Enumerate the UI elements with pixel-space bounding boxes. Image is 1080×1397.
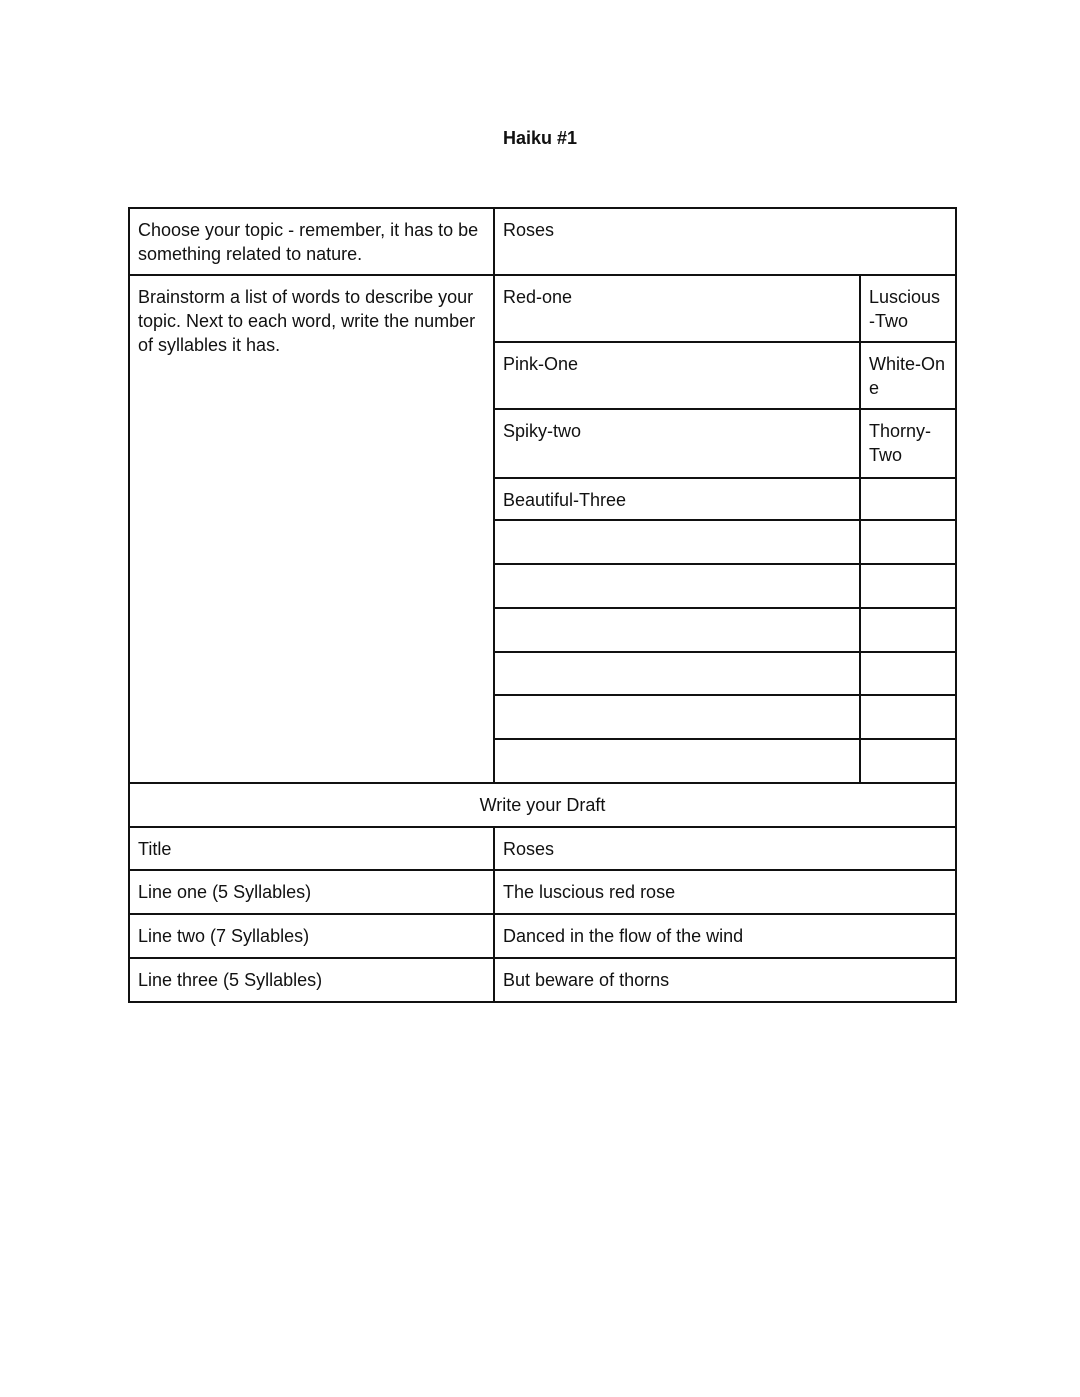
page-title: Haiku #1	[502, 128, 578, 148]
draft-row	[129, 958, 956, 1002]
topic-row	[129, 208, 956, 275]
draft-label: Line two (7 Syllables)	[129, 914, 494, 958]
draft-label: Line three (5 Syllables)	[129, 958, 494, 1002]
draft-row	[129, 914, 956, 958]
brainstorm-word[interactable]	[860, 520, 956, 564]
draft-header: Write your Draft	[129, 783, 956, 827]
brainstorm-word[interactable]	[494, 608, 860, 652]
brainstorm-word[interactable]: Red-one	[494, 275, 860, 342]
brainstorm-word[interactable]	[494, 695, 860, 739]
brainstorm-word[interactable]	[860, 564, 956, 608]
brainstorm-word[interactable]: Thorny- Two	[860, 409, 956, 478]
brainstorm-word[interactable]	[494, 520, 860, 564]
brainstorm-word[interactable]	[860, 652, 956, 695]
brainstorm-word[interactable]: Pink-One	[494, 342, 860, 409]
brainstorm-row	[129, 275, 956, 342]
brainstorm-prompt: Brainstorm a list of words to describe your topic. Next to each word, write the number of syllables it has.	[129, 275, 494, 783]
draft-header-row	[129, 783, 956, 827]
topic-answer[interactable]: Roses	[494, 208, 956, 275]
brainstorm-word[interactable]	[860, 695, 956, 739]
brainstorm-word[interactable]: Beautiful-Three	[494, 478, 860, 520]
brainstorm-word[interactable]	[494, 564, 860, 608]
draft-row	[129, 870, 956, 914]
brainstorm-word[interactable]	[860, 739, 956, 783]
brainstorm-word[interactable]: White-One	[860, 342, 956, 409]
draft-label: Line one (5 Syllables)	[129, 870, 494, 914]
brainstorm-word[interactable]	[860, 608, 956, 652]
brainstorm-word[interactable]	[494, 652, 860, 695]
draft-value[interactable]: Roses	[494, 827, 956, 870]
topic-prompt: Choose your topic - remember, it has to be something related to nature.	[129, 208, 494, 275]
brainstorm-word[interactable]: Spiky-two	[494, 409, 860, 478]
haiku-worksheet-table	[128, 207, 957, 1003]
draft-value[interactable]: Danced in the flow of the wind	[494, 914, 956, 958]
brainstorm-word[interactable]	[860, 478, 956, 520]
brainstorm-word[interactable]	[494, 739, 860, 783]
draft-value[interactable]: But beware of thorns	[494, 958, 956, 1002]
brainstorm-word[interactable]: Luscious -Two	[860, 275, 956, 342]
draft-label: Title	[129, 827, 494, 870]
draft-value[interactable]: The luscious red rose	[494, 870, 956, 914]
draft-row	[129, 827, 956, 870]
